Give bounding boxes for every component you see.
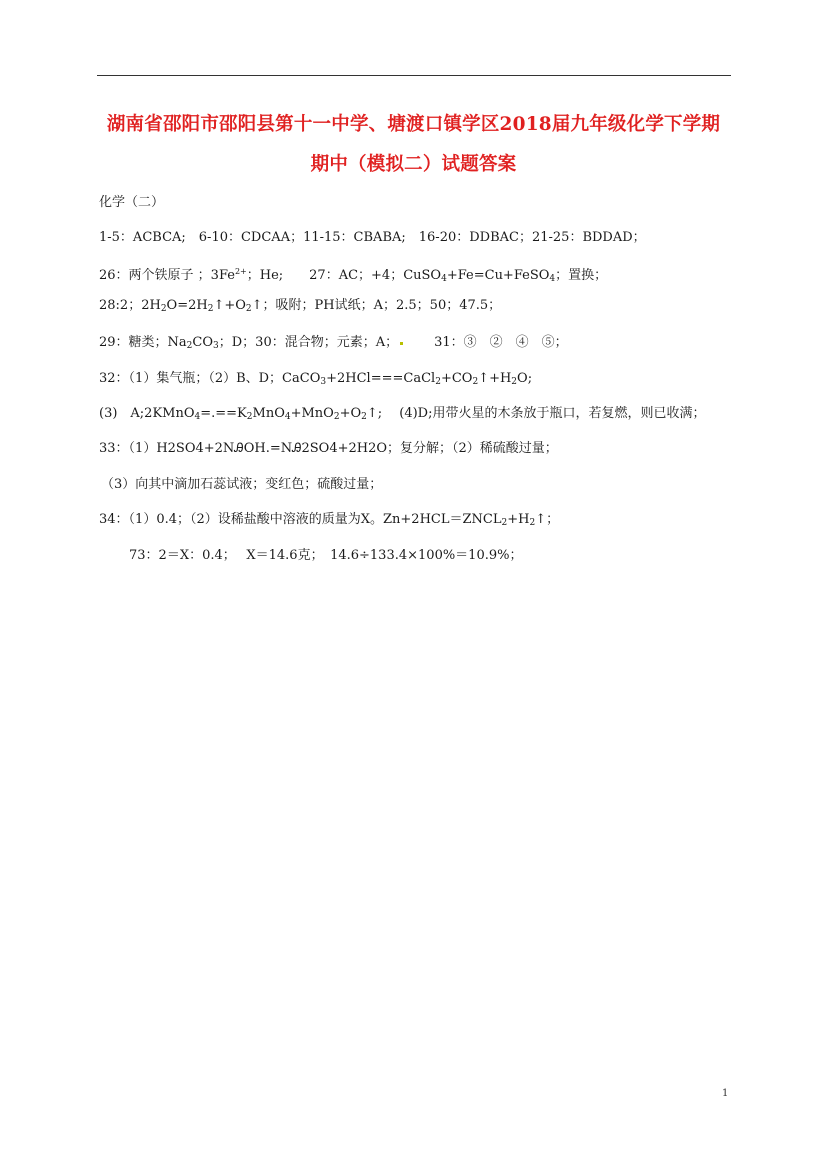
- subscript: 2: [361, 412, 367, 422]
- superscript: 2+: [234, 267, 247, 276]
- subscript: 2: [333, 412, 340, 422]
- text-segment: 34：（1）0.4；（2）设稀盐酸中溶液的质量为X。Zn+2HCL＝ZNCL: [99, 512, 502, 527]
- answer-line-4: [99, 334, 568, 355]
- header-rule: [97, 75, 731, 76]
- text-segment: +2HCl===CaCl: [326, 371, 436, 386]
- text-segment: +H: [507, 512, 530, 527]
- text-segment: 29：糖类；Na: [99, 335, 187, 350]
- subscript: 4: [549, 274, 556, 284]
- subscript: 4: [284, 412, 291, 422]
- answer-line-5: [99, 370, 532, 391]
- answer-line-9: [99, 511, 559, 532]
- text-segment: MnO: [252, 406, 285, 421]
- subscript: 2: [529, 518, 536, 528]
- text-segment: ↑；: [535, 512, 560, 527]
- answer-line-7: 33：（1）H2SO4+2NᎯOH.=NᎯ2SO4+2H2O；复分解；（2）稀硫酸过量；: [99, 441, 558, 456]
- subscript: 2: [245, 304, 252, 314]
- text-segment: ；He; 27：AC；+4；CuSO: [246, 268, 442, 283]
- subscript: 2: [160, 304, 167, 314]
- answer-line-1: 1-5：ACBCA; 6-10：CDCAA；11-15：CBABA; 16-20：DDBAC；21-25：BDDAD；: [99, 230, 646, 245]
- document-title-line-1: 湖南省邵阳市邵阳县第十一中学、塘渡口镇学区2018届九年级化学下学期: [106, 114, 721, 135]
- text-segment: +CO: [440, 371, 473, 386]
- text-segment: 28:2；2H: [99, 298, 161, 313]
- text-segment: +MnO: [290, 406, 334, 421]
- subscript: 3: [320, 377, 327, 387]
- text-segment: +Fe=Cu+FeSO: [446, 268, 550, 283]
- answer-line-3: [99, 297, 501, 318]
- stray-mark: [400, 342, 403, 345]
- subject-label: 化学（二）: [99, 195, 165, 210]
- text-segment: (3) A;2KMnO: [99, 406, 195, 421]
- subscript: 2: [246, 412, 253, 422]
- subscript: 2: [207, 304, 214, 314]
- subscript: 2: [501, 518, 508, 528]
- text-segment: ；置换；: [555, 268, 608, 283]
- text-segment: ↑；吸附；PH试纸；A；2.5；50；47.5；: [251, 298, 502, 313]
- text-segment: 26：两个铁原子 ；3Fe: [99, 268, 235, 283]
- text-segment: ↑; (4)D;用带火星的木条放于瓶口，若复燃，则已收满；: [366, 406, 706, 421]
- subscript: 4: [441, 274, 447, 284]
- subscript: 2: [186, 341, 193, 351]
- subscript: 3: [213, 341, 219, 351]
- text-segment: ↑+H: [478, 371, 512, 386]
- subscript: 2: [511, 377, 518, 387]
- answer-line-6: [99, 405, 705, 426]
- text-segment: ↑+O: [213, 298, 246, 313]
- subscript: 2: [472, 377, 479, 387]
- answer-line-8: （3）向其中滴加石蕊试液；变红色；硫酸过量；: [101, 477, 383, 492]
- page-number: 1: [722, 1088, 729, 1099]
- subscript: 2: [435, 377, 441, 387]
- spacer: [398, 334, 434, 352]
- subscript: 4: [194, 412, 201, 422]
- answer-line-2: [99, 263, 607, 288]
- answer-line-10: 73：2＝X：0.4； X＝14.6克； 14.6÷133.4×100%＝10.9%；: [129, 548, 523, 563]
- text-segment: CO: [192, 335, 214, 350]
- text-segment: ；D；30：混合物；元素；A；: [218, 335, 399, 350]
- text-segment: O;: [517, 371, 533, 386]
- text-segment: 31：③ ② ④ ⑤；: [434, 335, 568, 350]
- text-segment: +O: [339, 406, 362, 421]
- text-segment: O=2H: [166, 298, 208, 313]
- text-segment: =.==K: [200, 406, 247, 421]
- text-segment: 32：（1）集气瓶；（2）B、D；CaCO: [99, 371, 321, 386]
- document-title-line-2: 期中（模拟二）试题答案: [310, 154, 517, 175]
